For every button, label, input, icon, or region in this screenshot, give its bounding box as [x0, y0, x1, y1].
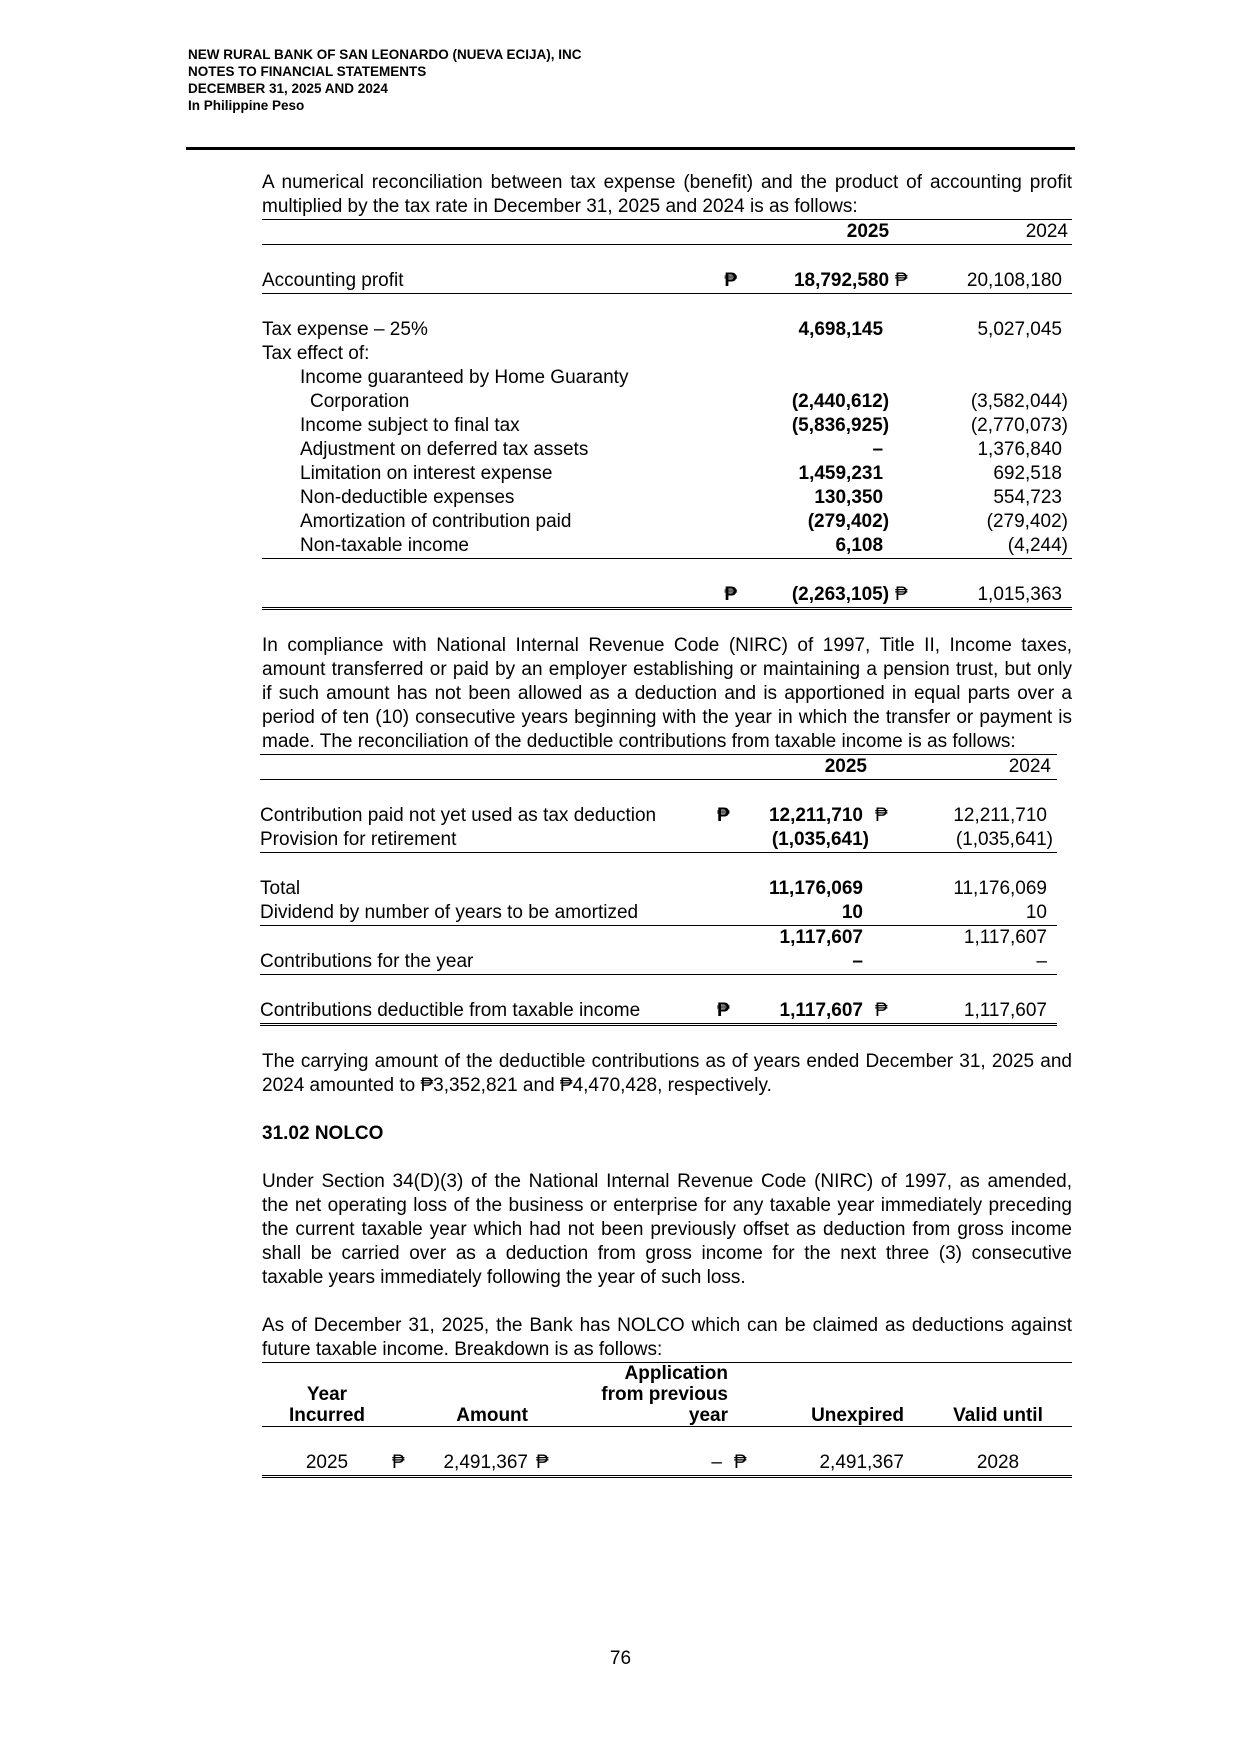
table-row	[260, 926, 1057, 951]
table-row	[262, 534, 1072, 559]
row-label: Tax expense – 25%	[262, 319, 428, 340]
value-2024: (2,770,073)	[970, 415, 1068, 436]
tax-reconciliation-table	[262, 219, 1072, 610]
nolco-paragraph: Under Section 34(D)(3) of the National Internal Revenue Code (NIRC) of 1997, as amended, the net operating loss of the business or enterprise for any taxable year immediately preceding the current taxable year which had not been previously offset as deduction from gross income shall be carried over as a deduction from gross income for the next three (3) consecutive taxable years immediately following the year of such loss.	[262, 1171, 1072, 1288]
row-label: Income guaranteed by Home Guaranty	[300, 367, 629, 388]
currency-note: In Philippine Peso	[188, 98, 305, 113]
total-2024: 1,015,363	[911, 583, 1072, 609]
peso-sign: ₱	[724, 269, 746, 294]
row-label: Accounting profit	[262, 269, 724, 294]
value-2025: 12,211,710	[768, 805, 863, 826]
value-2024: 1,376,840	[977, 439, 1062, 460]
value-2025: (2,440,612)	[791, 391, 890, 412]
table-row	[262, 366, 1072, 390]
value-2024: –	[891, 950, 1057, 975]
pension-paragraph: In compliance with National Internal Revenue Code (NIRC) of 1997, Title II, Income taxes, amount transferred or paid by an employer establishing or maintaining a pension trust, but only if such amount has not been allowed as a deduction and is apportioned in equal parts over a period of ten (10) consecutive years beginning with the year in which the transfer or payment is made. The reconciliation of the deductible contributions from taxable income is as follows:	[262, 635, 1072, 752]
value-2025: 130,350	[814, 487, 884, 508]
table-row	[262, 414, 1072, 438]
value-2024: (279,402)	[986, 511, 1068, 532]
row-label: Dividend by number of years to be amortized	[260, 901, 717, 926]
page-content	[262, 171, 1072, 1478]
peso-sign: ₱	[717, 805, 730, 826]
peso-sign: ₱	[536, 1451, 558, 1477]
value-2025: 1,459,231	[798, 463, 884, 484]
valid-until: 2028	[924, 1451, 1072, 1477]
value-2025: 6,108	[747, 534, 889, 559]
row-label: Provision for retirement	[260, 828, 717, 853]
row-label: Limitation on interest expense	[300, 463, 553, 484]
row-label: Income subject to final tax	[300, 415, 520, 436]
value-2025: 4,698,145	[798, 319, 884, 340]
value-2024: (1,035,641)	[891, 828, 1057, 853]
row-label: Contributions deductible from taxable income	[260, 999, 717, 1025]
table-row	[262, 462, 1072, 486]
table-row	[262, 1451, 1072, 1477]
value-2025: –	[739, 950, 869, 975]
peso-sign: ₱	[724, 583, 746, 609]
column-header-year-incurred: Year Incurred	[262, 1363, 392, 1427]
amount: 2,491,367	[414, 1451, 536, 1477]
row-label: Non-deductible expenses	[300, 487, 515, 508]
value-2025: 11,176,069	[768, 878, 863, 899]
table-row	[260, 950, 1057, 975]
row-label: Total	[260, 878, 301, 899]
table-row	[260, 901, 1057, 926]
table-row	[262, 486, 1072, 510]
carrying-amount-paragraph: The carrying amount of the deductible contributions as of years ended December 31, 2025 and 2024 amounted to ₱3,352,821 and ₱4,470,428, respectively.	[262, 1051, 1072, 1096]
header-divider	[186, 147, 1075, 150]
column-header-2025: 2025	[747, 220, 889, 245]
table-row	[262, 269, 1072, 294]
peso-sign: ₱	[717, 999, 739, 1025]
column-header-2024: 2024	[911, 220, 1072, 245]
peso-sign: ₱	[869, 999, 891, 1025]
company-name: NEW RURAL BANK OF SAN LEONARDO (NUEVA ECIJA), INC	[188, 47, 582, 62]
value-2025: (5,836,925)	[791, 415, 890, 436]
peso-sign: ₱	[734, 1451, 756, 1477]
table-row	[260, 804, 1057, 828]
column-header-2024: 2024	[891, 755, 1057, 780]
statement-title: NOTES TO FINANCIAL STATEMENTS	[188, 64, 427, 79]
deductible-contributions-table	[260, 754, 1057, 1026]
total-2024: 1,117,607	[891, 999, 1057, 1025]
total-2025: (2,263,105)	[747, 583, 889, 609]
peso-sign: ₱	[875, 805, 888, 826]
peso-sign: ₱	[392, 1451, 414, 1477]
value-2025: 18,792,580	[747, 269, 889, 294]
table-total-row	[262, 583, 1072, 609]
value-2024: 1,117,607	[963, 927, 1047, 948]
row-label: Amortization of contribution paid	[300, 511, 572, 532]
page-number: 76	[609, 1648, 632, 1669]
table-header-row	[262, 220, 1072, 245]
application: –	[558, 1451, 734, 1477]
row-label: Corporation	[310, 391, 410, 412]
table-row	[262, 318, 1072, 342]
nolco-table	[262, 1362, 1072, 1478]
column-header-application: Application from previous year	[558, 1363, 734, 1427]
table-row	[262, 510, 1072, 534]
table-row	[262, 390, 1072, 414]
value-2024: 10	[891, 901, 1057, 926]
table-row	[262, 342, 1072, 366]
nolco-breakdown-intro: As of December 31, 2025, the Bank has NOLCO which can be claimed as deductions against future taxable income. Breakdown is as follows:	[262, 1315, 1072, 1360]
table-header-row	[260, 755, 1057, 780]
unexpired: 2,491,367	[756, 1451, 924, 1477]
value-2024: (3,582,044)	[970, 391, 1068, 412]
value-2024: 20,108,180	[911, 269, 1072, 294]
row-label: Contribution paid not yet used as tax deduction	[260, 805, 657, 826]
column-header-amount: Amount	[414, 1363, 536, 1427]
reconciliation-intro: A numerical reconciliation between tax expense (benefit) and the product of accounting profit multiplied by the tax rate in December 31, 2025 and 2024 is as follows:	[262, 172, 1072, 217]
row-label: Adjustment on deferred tax assets	[300, 439, 589, 460]
column-header-2025: 2025	[739, 755, 869, 780]
row-label: Contributions for the year	[260, 950, 717, 975]
value-2024: (4,244)	[911, 534, 1072, 559]
statement-period: DECEMBER 31, 2025 AND 2024	[188, 81, 388, 96]
table-row	[260, 828, 1057, 853]
value-2024: 11,176,069	[953, 878, 1047, 899]
document-header	[188, 46, 582, 114]
value-2025: 10	[739, 901, 869, 926]
peso-sign: ₱	[889, 583, 911, 609]
table-row	[262, 438, 1072, 462]
year-incurred: 2025	[262, 1451, 392, 1477]
row-label: Non-taxable income	[262, 534, 724, 559]
nolco-heading: 31.02 NOLCO	[262, 1123, 384, 1144]
value-2025: (1,035,641)	[739, 828, 869, 853]
value-2025: 1,117,607	[779, 927, 863, 948]
column-header-valid-until: Valid until	[924, 1363, 1072, 1427]
total-2025: 1,117,607	[739, 999, 869, 1025]
value-2024: 5,027,045	[977, 319, 1062, 340]
value-2024: 692,518	[993, 463, 1062, 484]
peso-sign: ₱	[889, 269, 911, 294]
table-header-row	[262, 1363, 1072, 1427]
value-2024: 12,211,710	[953, 805, 1047, 826]
table-total-row	[260, 999, 1057, 1025]
row-label: Tax effect of:	[262, 343, 370, 364]
table-row	[260, 877, 1057, 901]
value-2024: 554,723	[993, 487, 1062, 508]
column-header-unexpired: Unexpired	[756, 1363, 924, 1427]
value-2025: –	[872, 439, 884, 460]
value-2025: (279,402)	[807, 511, 890, 532]
